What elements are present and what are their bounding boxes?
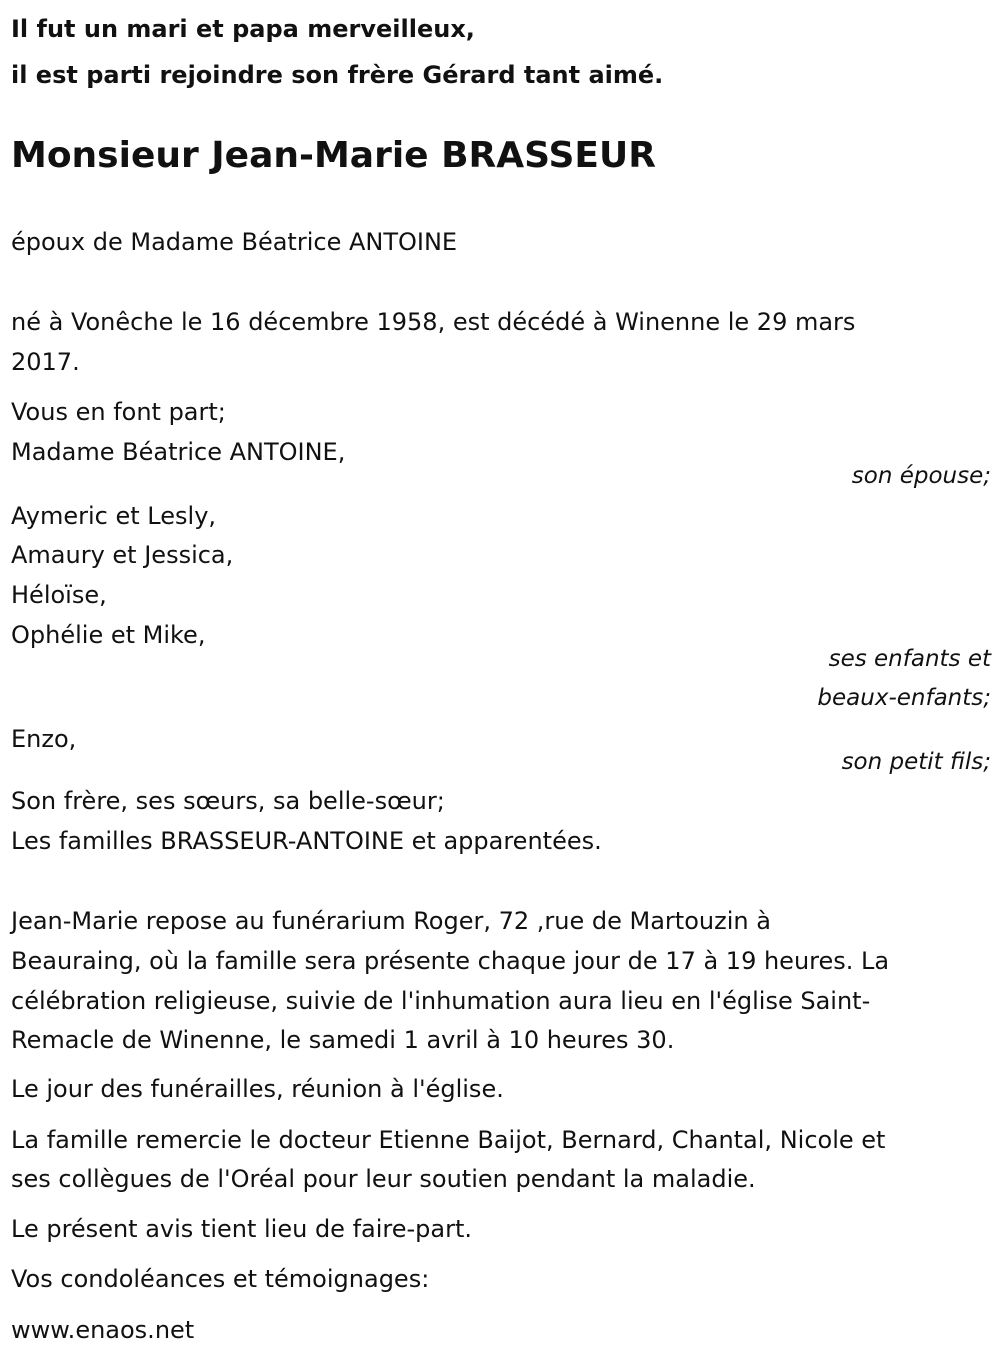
child-2: Amaury et Jessica,: [11, 541, 234, 569]
spouse-relation: son épouse;: [851, 463, 991, 489]
grandchild: Enzo,: [11, 725, 77, 753]
deceased-name: Monsieur Jean-Marie BRASSEUR: [11, 135, 656, 176]
intro-line-1: Il fut un mari et papa merveilleux,: [11, 15, 475, 43]
website-link[interactable]: www.enaos.net: [11, 1316, 195, 1344]
arrangements-line-1: Jean-Marie repose au funérarium Roger, 72 ,rue de Martouzin à: [11, 907, 771, 935]
notice-line: Le présent avis tient lieu de faire-part.: [11, 1215, 473, 1243]
obituary-notice: [11, 0, 991, 1360]
children-relation-2: beaux-enfants;: [817, 685, 991, 711]
arrangements-line-4: Remacle de Winenne, le samedi 1 avril à 10 heures 30.: [11, 1026, 675, 1054]
arrangements-line-2: Beauraing, où la famille sera présente chaque jour de 17 à 19 heures. La: [11, 947, 890, 975]
meeting-line: Le jour des funérailles, réunion à l'église.: [11, 1075, 504, 1103]
intro-line-2: il est parti rejoindre son frère Gérard tant aimé.: [11, 61, 664, 89]
birth-death-line-1: né à Vonêche le 16 décembre 1958, est décédé à Winenne le 29 mars: [11, 308, 856, 336]
child-1: Aymeric et Lesly,: [11, 502, 217, 530]
birth-death-line-2: 2017.: [11, 348, 80, 376]
children-relation-1: ses enfants et: [828, 646, 991, 672]
thanks-line-1: La famille remercie le docteur Etienne Baijot, Bernard, Chantal, Nicole et: [11, 1126, 886, 1154]
family-spouse: Madame Béatrice ANTOINE,: [11, 438, 346, 466]
families-line: Les familles BRASSEUR-ANTOINE et apparentées.: [11, 827, 602, 855]
child-3: Héloïse,: [11, 581, 107, 609]
child-4: Ophélie et Mike,: [11, 621, 206, 649]
spouse-of-line: époux de Madame Béatrice ANTOINE: [11, 228, 458, 256]
condolences-label: Vos condoléances et témoignages:: [11, 1265, 430, 1293]
grandchild-relation: son petit fils;: [841, 749, 991, 775]
siblings-line: Son frère, ses sœurs, sa belle-sœur;: [11, 787, 445, 815]
announce-line: Vous en font part;: [11, 398, 226, 426]
thanks-line-2: ses collègues de l'Oréal pour leur soutien pendant la maladie.: [11, 1165, 756, 1193]
arrangements-line-3: célébration religieuse, suivie de l'inhumation aura lieu en l'église Saint-: [11, 987, 871, 1015]
